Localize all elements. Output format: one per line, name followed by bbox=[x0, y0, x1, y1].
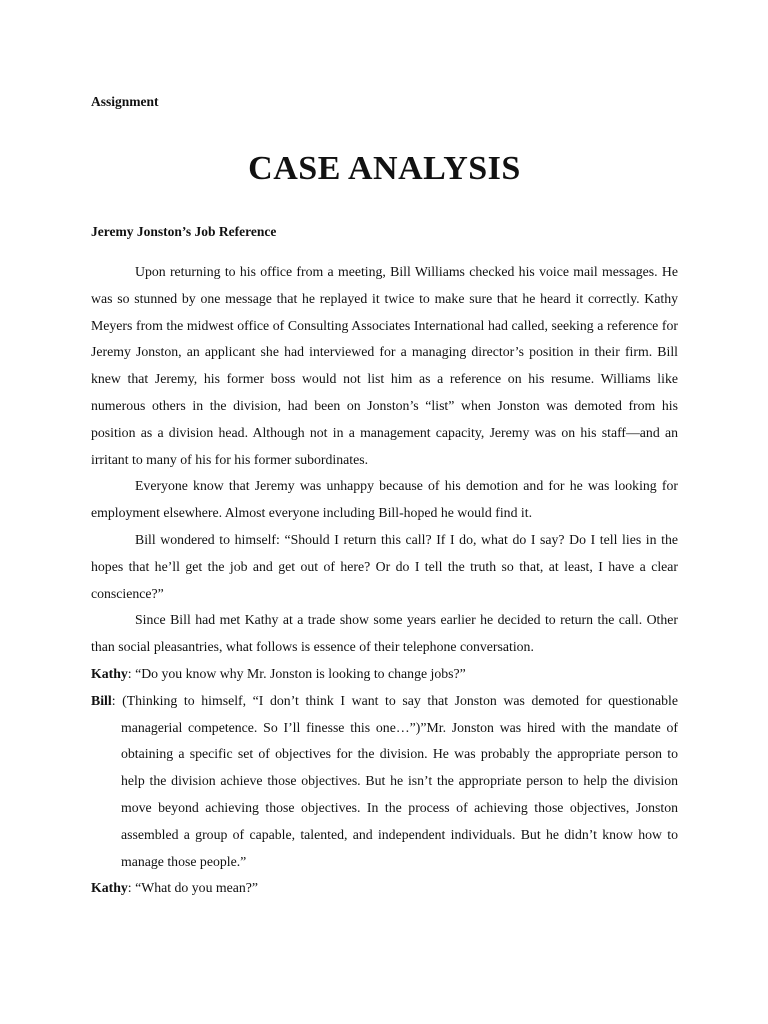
dialogue-line bbox=[91, 661, 678, 688]
speaker-name: Kathy bbox=[91, 665, 128, 681]
document-body bbox=[91, 259, 678, 902]
assignment-label: Assignment bbox=[91, 94, 159, 109]
paragraph: Since Bill had met Kathy at a trade show some years earlier he decided to return the call. Other than social pleasantries, what follows is essence of their telephone conversation. bbox=[91, 612, 678, 655]
speaker-name: Kathy bbox=[91, 880, 128, 896]
paragraph: Everyone know that Jeremy was unhappy because of his demotion and for he was looking for employment elsewhere. Almost everyone including Bill-hoped he would find it. bbox=[91, 478, 678, 521]
dialogue-line bbox=[91, 875, 678, 902]
paragraph: Upon returning to his office from a meeting, Bill Williams checked his voice mail messages. He was so stunned by one message that he replayed it twice to make sure that he heard it correctly. Kathy Meyers from the midwest office of Consulting Associates International had called, seeking a reference for Jeremy Jonston, an applicant she had interviewed for a managing director’s position in their firm. Bill knew that Jeremy, his former boss would not list him as a reference on his resume. Williams like numerous others in the division, had been on Jonston’s “list” when Jonston was demoted from his position as a division head. Although not in a management capacity, Jeremy was on his staff—and an irritant to many of his for his former subordinates. bbox=[91, 264, 678, 467]
case-subtitle: Jeremy Jonston’s Job Reference bbox=[91, 224, 277, 239]
paragraph: Bill wondered to himself: “Should I return this call? If I do, what do I say? Do I tell lies in the hopes that he’ll get the job and get out of here? Or do I tell the truth so that, at least, I have a clear conscience?” bbox=[91, 531, 678, 601]
dialogue-text: : “What do you mean?” bbox=[127, 880, 259, 896]
dialogue-line bbox=[91, 688, 678, 876]
page-title: CASE ANALYSIS bbox=[248, 150, 521, 187]
dialogue-text: : “Do you know why Mr. Jonston is looking to change jobs?” bbox=[127, 665, 466, 681]
speaker-name: Bill bbox=[91, 692, 112, 708]
dialogue-text: : (Thinking to himself, “I don’t think I want to say that Jonston was demoted for questionable managerial competence. So I’ll finesse this one…”)”Mr. Jonston was hired with the mandate of obtaining a specific set of objectives for the division. He was probably the appropriate person to help the division achieve those objectives. But he isn’t the appropriate person to help the division move beyond achieving those objectives. In the process of achieving those objectives, Jonston assembled a group of capable, talented, and independent individuals. But he didn’t know how to manage those people.” bbox=[111, 692, 678, 869]
